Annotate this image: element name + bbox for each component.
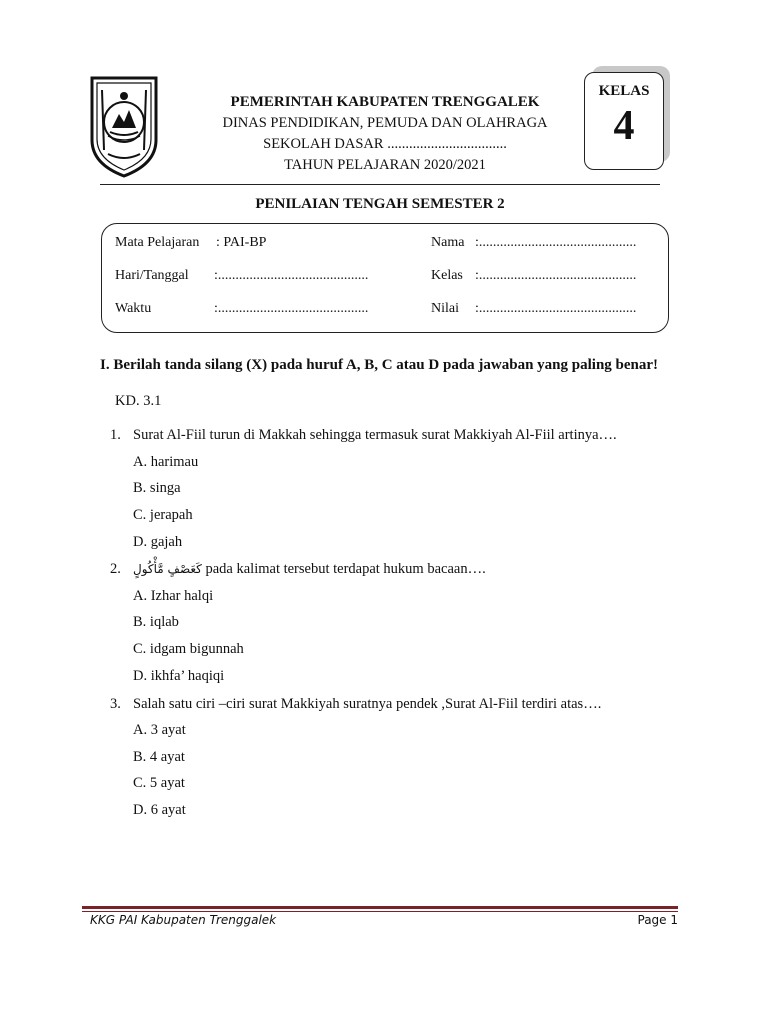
question-3 xyxy=(110,696,601,713)
subject-value: : PAI-BP xyxy=(216,235,267,250)
footer-organization: KKG PAI Kabupaten Trenggalek xyxy=(90,913,277,927)
score-field[interactable]: :............................................. xyxy=(475,301,637,316)
question-3-option-c[interactable]: C. 5 ayat xyxy=(133,775,185,791)
student-info-box xyxy=(101,223,669,333)
footer-rule-thick xyxy=(82,906,678,909)
time-label: Waktu xyxy=(115,301,152,316)
question-2 xyxy=(110,561,486,578)
header-divider xyxy=(100,184,660,185)
kelas-value: 4 xyxy=(613,103,635,149)
name-field[interactable]: :............................................. xyxy=(475,235,637,250)
question-number: 2. xyxy=(110,561,121,577)
arabic-phrase: كَعَصْفٍ مَّأْكُولٍ xyxy=(133,562,202,576)
question-1-option-b[interactable]: B. singa xyxy=(133,480,181,496)
kd-label: KD. 3.1 xyxy=(115,393,162,409)
score-label: Nilai xyxy=(431,301,459,316)
question-3-option-d[interactable]: D. 6 ayat xyxy=(133,802,186,818)
regency-emblem-logo xyxy=(88,70,160,178)
question-1 xyxy=(110,427,617,444)
kelas-box xyxy=(584,72,664,170)
question-number: 3. xyxy=(110,696,121,712)
time-field[interactable]: :........................................... xyxy=(214,301,369,316)
question-text: Surat Al-Fiil turun di Makkah sehingga termasuk surat Makkiyah Al-Fiil artinya…. xyxy=(133,427,617,443)
footer-rule-thin xyxy=(82,911,678,912)
question-1-option-a[interactable]: A. harimau xyxy=(133,454,199,470)
question-3-option-a[interactable]: A. 3 ayat xyxy=(133,722,186,738)
class-field[interactable]: :............................................. xyxy=(475,268,637,283)
header-school: SEKOLAH DASAR ................................. xyxy=(263,136,507,152)
header-school-year: TAHUN PELAJARAN 2020/2021 xyxy=(284,157,486,173)
kelas-label: KELAS xyxy=(598,83,650,99)
instruction: I. Berilah tanda silang (X) pada huruf A, B, C atau D pada jawaban yang paling benar! xyxy=(100,357,659,373)
question-2-option-d[interactable]: D. ikhfa’ haqiqi xyxy=(133,668,225,684)
question-text: pada kalimat tersebut terdapat hukum bacaan…. xyxy=(201,561,486,577)
date-label: Hari/Tanggal xyxy=(115,268,189,283)
question-1-option-c[interactable]: C. jerapah xyxy=(133,507,193,523)
question-2-option-b[interactable]: B. iqlab xyxy=(133,614,179,630)
question-3-option-b[interactable]: B. 4 ayat xyxy=(133,749,185,765)
question-2-option-a[interactable]: A. Izhar halqi xyxy=(133,588,214,604)
question-text: Salah satu ciri –ciri surat Makkiyah suratnya pendek ,Surat Al-Fiil terdiri atas…. xyxy=(133,696,602,712)
header-department: DINAS PENDIDIKAN, PEMUDA DAN OLAHRAGA xyxy=(222,115,548,131)
date-field[interactable]: :........................................... xyxy=(214,268,369,283)
footer-page-number: Page 1 xyxy=(637,913,678,927)
question-number: 1. xyxy=(110,427,121,443)
name-label: Nama xyxy=(431,235,465,250)
question-2-option-c[interactable]: C. idgam bigunnah xyxy=(133,641,244,657)
exam-title: PENILAIAN TENGAH SEMESTER 2 xyxy=(255,196,505,212)
question-1-option-d[interactable]: D. gajah xyxy=(133,534,183,550)
header-government: PEMERINTAH KABUPATEN TRENGGALEK xyxy=(230,94,540,110)
class-label: Kelas xyxy=(431,268,463,283)
subject-label: Mata Pelajaran xyxy=(115,235,200,250)
